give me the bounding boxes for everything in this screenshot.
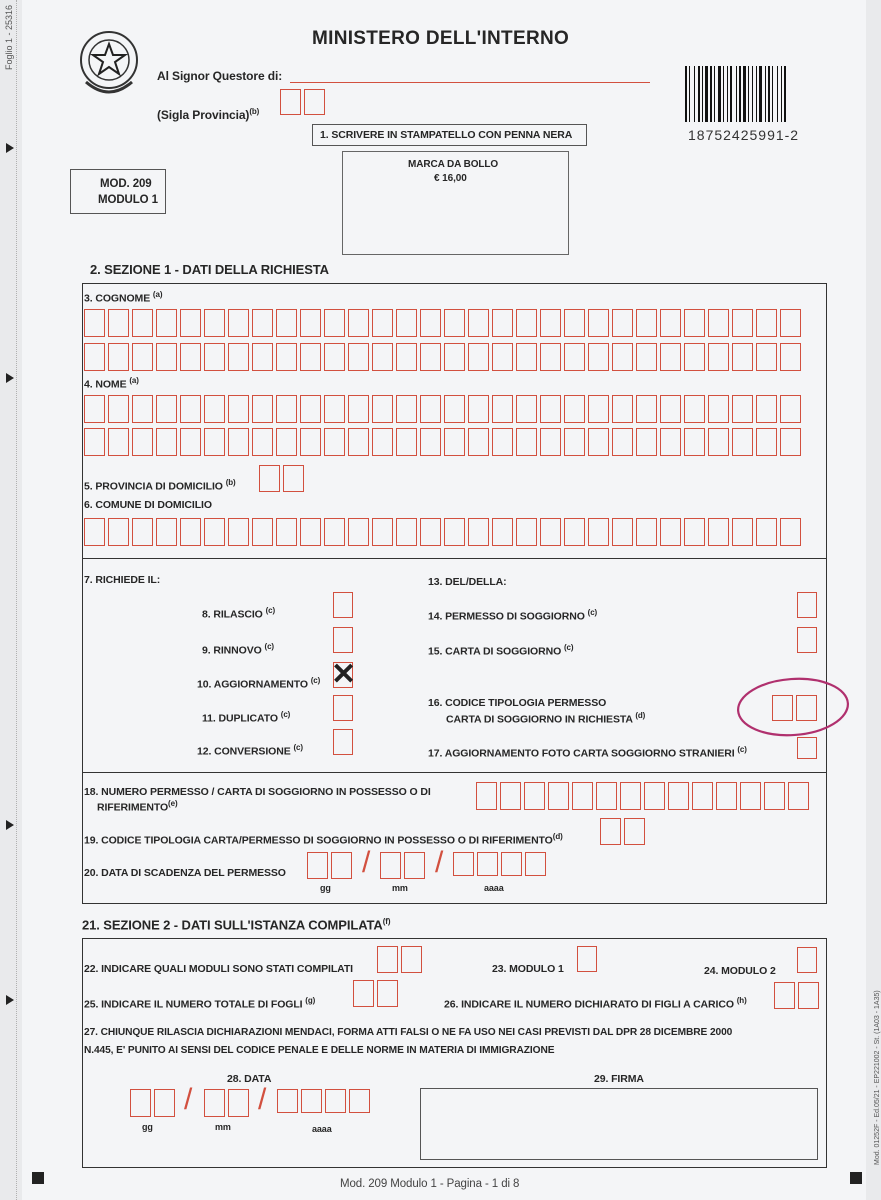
rilascio-label: 8. RILASCIO $^{(c)}$ xyxy=(202,606,276,621)
figli26-boxes[interactable] xyxy=(774,982,819,1009)
letter-box[interactable] xyxy=(156,343,177,371)
letter-box[interactable] xyxy=(156,428,177,456)
modulo2-label: 24. MODULO 2 xyxy=(704,965,776,977)
mod-line1: MOD. 209 xyxy=(100,178,152,190)
letter-box[interactable] xyxy=(636,518,657,546)
letter-box[interactable] xyxy=(660,395,681,423)
duplicato-label: 11. DUPLICATO $^{(c)}$ xyxy=(202,710,291,725)
letter-box[interactable] xyxy=(668,782,689,810)
letter-box[interactable] xyxy=(108,518,129,546)
letter-box[interactable] xyxy=(612,343,633,371)
letter-box[interactable] xyxy=(684,343,705,371)
letter-box[interactable] xyxy=(612,309,633,337)
letter-box[interactable] xyxy=(372,428,393,456)
letter-box[interactable] xyxy=(444,428,465,456)
letter-box[interactable] xyxy=(708,395,729,423)
letter-box[interactable] xyxy=(516,343,537,371)
date-slash: / xyxy=(435,846,444,879)
letter-box[interactable] xyxy=(596,782,617,810)
letter-box[interactable] xyxy=(476,782,497,810)
letter-box[interactable] xyxy=(108,395,129,423)
letter-box[interactable] xyxy=(588,428,609,456)
sigla-label: (Sigla Provincia)$^{(b)}$ xyxy=(157,107,260,122)
letter-box[interactable] xyxy=(788,782,809,810)
letter-box[interactable] xyxy=(84,309,105,337)
letter-box[interactable] xyxy=(324,343,345,371)
letter-box[interactable] xyxy=(348,343,369,371)
emblem-icon xyxy=(74,22,144,104)
letter-box[interactable] xyxy=(84,428,105,456)
letter-box[interactable] xyxy=(500,782,521,810)
letter-box[interactable] xyxy=(132,343,153,371)
barcode-icon xyxy=(685,66,820,122)
letter-box[interactable] xyxy=(84,395,105,423)
barcode-number: 18752425991-2 xyxy=(688,127,800,143)
letter-box[interactable] xyxy=(716,782,737,810)
letter-box[interactable] xyxy=(228,343,249,371)
divider xyxy=(82,558,827,559)
letter-box[interactable] xyxy=(516,518,537,546)
letter-box[interactable] xyxy=(492,518,513,546)
letter-box[interactable] xyxy=(132,395,153,423)
nome-boxes-row1[interactable] xyxy=(84,395,801,423)
letter-box[interactable] xyxy=(204,518,225,546)
letter-box[interactable] xyxy=(564,395,585,423)
letter-box[interactable] xyxy=(764,782,785,810)
letter-box[interactable] xyxy=(180,518,201,546)
letter-box[interactable] xyxy=(372,309,393,337)
letter-box[interactable] xyxy=(564,518,585,546)
letter-box[interactable] xyxy=(644,782,665,810)
foto17-checkbox[interactable] xyxy=(797,737,817,759)
letter-box[interactable] xyxy=(636,343,657,371)
conversione-checkbox[interactable] xyxy=(333,729,353,755)
moduli22-label: 22. INDICARE QUALI MODULI SONO STATI COMPILATI xyxy=(84,963,353,975)
letter-box[interactable] xyxy=(300,395,321,423)
modulo1-checkbox[interactable] xyxy=(577,946,597,972)
letter-box[interactable] xyxy=(684,518,705,546)
firma-box[interactable] xyxy=(420,1088,818,1160)
side-code: Mod. 01252F - Ed.05/21 - EP221002 - St. (1A03 - 1A35) xyxy=(874,990,881,1165)
letter-box[interactable] xyxy=(548,782,569,810)
letter-box[interactable] xyxy=(524,782,545,810)
cognome-label: 3. COGNOME $^{(a)}$ xyxy=(84,290,163,305)
letter-box[interactable] xyxy=(156,395,177,423)
letter-box[interactable] xyxy=(660,428,681,456)
letter-box[interactable] xyxy=(84,343,105,371)
corner-marker xyxy=(850,1172,862,1184)
fogli25-boxes[interactable] xyxy=(353,980,398,1007)
letter-box[interactable] xyxy=(708,309,729,337)
letter-box[interactable] xyxy=(516,309,537,337)
letter-box[interactable] xyxy=(660,518,681,546)
alignment-marker xyxy=(6,820,14,830)
letter-box[interactable] xyxy=(252,343,273,371)
letter-box[interactable] xyxy=(396,428,417,456)
letter-box[interactable] xyxy=(372,395,393,423)
questore-label: Al Signor Questore di: xyxy=(157,69,283,83)
codice16-label1: 16. CODICE TIPOLOGIA PERMESSO xyxy=(428,697,607,709)
letter-box[interactable] xyxy=(732,395,753,423)
letter-box[interactable] xyxy=(420,518,441,546)
letter-box[interactable] xyxy=(348,428,369,456)
letter-box[interactable] xyxy=(444,395,465,423)
mm-label: mm xyxy=(215,1122,231,1132)
letter-box[interactable] xyxy=(636,395,657,423)
letter-box[interactable] xyxy=(228,518,249,546)
sigla-provincia-boxes[interactable] xyxy=(280,89,325,115)
letter-box[interactable] xyxy=(780,395,801,423)
letter-box[interactable] xyxy=(228,428,249,456)
provincia-label: 5. PROVINCIA DI DOMICILIO $^{(b)}$ xyxy=(84,478,236,493)
section1-frame xyxy=(82,283,827,904)
declaration-line1: 27. CHIUNQUE RILASCIA DICHIARAZIONI MENDACI, FORMA ATTI FALSI O NE FA USO NEI CASI PREVISTI DAL DPR 28 DICEMBRE 2000 xyxy=(84,1027,733,1038)
letter-box[interactable] xyxy=(684,395,705,423)
letter-box[interactable] xyxy=(348,395,369,423)
letter-box[interactable] xyxy=(204,343,225,371)
questore-line[interactable] xyxy=(290,82,650,83)
letter-box[interactable] xyxy=(396,395,417,423)
letter-box[interactable] xyxy=(732,309,753,337)
firma29-label: 29. FIRMA xyxy=(594,1073,644,1085)
cognome-boxes-row2[interactable] xyxy=(84,343,801,371)
letter-box[interactable] xyxy=(780,518,801,546)
mod-box xyxy=(70,169,166,214)
rilascio-checkbox[interactable] xyxy=(333,592,353,618)
codice16-label2: CARTA DI SOGGIORNO IN RICHIESTA $^{(d)}$ xyxy=(446,711,646,726)
letter-box[interactable] xyxy=(516,395,537,423)
letter-box[interactable] xyxy=(525,852,546,876)
letter-box[interactable] xyxy=(276,309,297,337)
letter-box[interactable] xyxy=(252,428,273,456)
scadenza-gg-boxes[interactable] xyxy=(307,852,352,879)
ministry-title: MINISTERO DELL'INTERNO xyxy=(312,28,570,49)
letter-box[interactable] xyxy=(132,309,153,337)
letter-box[interactable] xyxy=(276,343,297,371)
gg-label: gg xyxy=(320,883,331,893)
data28-mm-boxes[interactable] xyxy=(204,1089,249,1117)
rinnovo-checkbox[interactable] xyxy=(333,627,353,653)
letter-box[interactable] xyxy=(468,518,489,546)
letter-box[interactable] xyxy=(324,309,345,337)
letter-box[interactable] xyxy=(108,309,129,337)
letter-box[interactable] xyxy=(492,309,513,337)
letter-box[interactable] xyxy=(300,309,321,337)
letter-box[interactable] xyxy=(156,518,177,546)
section2-title: 21. SEZIONE 2 - DATI SULL'ISTANZA COMPILATA$^{(f)}$ xyxy=(82,917,391,933)
letter-box[interactable] xyxy=(612,395,633,423)
letter-box[interactable] xyxy=(132,428,153,456)
letter-box[interactable] xyxy=(180,395,201,423)
letter-box[interactable] xyxy=(349,1089,370,1113)
letter-box[interactable] xyxy=(732,518,753,546)
letter-box[interactable] xyxy=(636,309,657,337)
section1-title: 2. SEZIONE 1 - DATI DELLA RICHIESTA xyxy=(90,262,329,277)
richiede-label: 7. RICHIEDE IL: xyxy=(84,574,161,586)
alignment-marker xyxy=(6,373,14,383)
letter-box[interactable] xyxy=(620,782,641,810)
letter-box[interactable] xyxy=(453,852,474,876)
letter-box[interactable] xyxy=(588,343,609,371)
letter-box[interactable] xyxy=(276,395,297,423)
modulo2-checkbox[interactable] xyxy=(797,947,817,973)
letter-box[interactable] xyxy=(277,1089,298,1113)
scadenza20-label: 20. DATA DI SCADENZA DEL PERMESSO xyxy=(84,867,286,879)
letter-box[interactable] xyxy=(756,518,777,546)
letter-box[interactable] xyxy=(564,343,585,371)
duplicato-checkbox[interactable] xyxy=(333,695,353,721)
letter-box[interactable] xyxy=(780,309,801,337)
letter-box[interactable] xyxy=(756,395,777,423)
letter-box[interactable] xyxy=(612,428,633,456)
fogli25-label: 25. INDICARE IL NUMERO TOTALE DI FOGLI $^{(g)}$ xyxy=(84,996,316,1011)
letter-box[interactable] xyxy=(756,309,777,337)
letter-box[interactable] xyxy=(468,309,489,337)
codice19-boxes[interactable] xyxy=(600,818,645,845)
data28-label: 28. DATA xyxy=(227,1073,272,1085)
provincia-boxes[interactable] xyxy=(259,465,304,492)
letter-box[interactable] xyxy=(492,395,513,423)
letter-box[interactable] xyxy=(540,309,561,337)
letter-box[interactable] xyxy=(324,428,345,456)
letter-box[interactable] xyxy=(444,343,465,371)
nome-boxes-row2[interactable] xyxy=(84,428,801,456)
modulo1-label: 23. MODULO 1 xyxy=(492,963,564,975)
letter-box[interactable] xyxy=(501,852,522,876)
letter-box[interactable] xyxy=(180,343,201,371)
letter-box[interactable] xyxy=(756,343,777,371)
letter-box[interactable] xyxy=(444,309,465,337)
letter-box[interactable] xyxy=(132,518,153,546)
date-slash: / xyxy=(258,1083,267,1116)
letter-box[interactable] xyxy=(564,428,585,456)
letter-box[interactable] xyxy=(108,428,129,456)
letter-box[interactable] xyxy=(180,309,201,337)
letter-box[interactable] xyxy=(204,395,225,423)
letter-box[interactable] xyxy=(572,782,593,810)
sheet-edge-label: Foglio 1 - 25316 xyxy=(4,4,14,70)
letter-box[interactable] xyxy=(588,518,609,546)
letter-box[interactable] xyxy=(708,518,729,546)
letter-box[interactable] xyxy=(348,309,369,337)
letter-box[interactable] xyxy=(444,518,465,546)
letter-box[interactable] xyxy=(420,309,441,337)
letter-box[interactable] xyxy=(300,518,321,546)
data28-aaaa-boxes[interactable] xyxy=(277,1089,370,1113)
letter-box[interactable] xyxy=(252,309,273,337)
letter-box[interactable] xyxy=(325,1089,346,1113)
letter-box[interactable] xyxy=(324,395,345,423)
moduli22-boxes[interactable] xyxy=(377,946,422,973)
aggiornamento-check-mark: ✕ xyxy=(331,658,357,691)
permesso-label: 14. PERMESSO DI SOGGIORNO $^{(c)}$ xyxy=(428,608,598,623)
instruction-text: 1. SCRIVERE IN STAMPATELLO CON PENNA NERA xyxy=(320,129,573,141)
letter-box[interactable] xyxy=(468,428,489,456)
letter-box[interactable] xyxy=(396,309,417,337)
mod-line2: MODULO 1 xyxy=(98,194,158,206)
letter-box[interactable] xyxy=(740,782,761,810)
comune-boxes[interactable] xyxy=(84,518,801,546)
letter-box[interactable] xyxy=(564,309,585,337)
declaration-line2: N.445, E' PUNITO AI SENSI DEL CODICE PENALE E DELLE NORME IN MATERIA DI IMMIGRAZIONE xyxy=(84,1045,555,1056)
letter-box[interactable] xyxy=(684,428,705,456)
cognome-boxes-row1[interactable] xyxy=(84,309,801,337)
date-slash: / xyxy=(362,846,371,879)
aaaa-label: aaaa xyxy=(312,1124,332,1134)
letter-box[interactable] xyxy=(492,428,513,456)
conversione-label: 12. CONVERSIONE $^{(c)}$ xyxy=(197,743,303,758)
letter-box[interactable] xyxy=(301,1089,322,1113)
letter-box[interactable] xyxy=(228,395,249,423)
letter-box[interactable] xyxy=(732,343,753,371)
letter-box[interactable] xyxy=(756,428,777,456)
scadenza-mm-boxes[interactable] xyxy=(380,852,425,879)
figli26-label: 26. INDICARE IL NUMERO DICHIARATO DI FIGLI A CARICO $^{(h)}$ xyxy=(444,996,747,1011)
perforation-line xyxy=(16,0,17,1200)
letter-box[interactable] xyxy=(692,782,713,810)
letter-box[interactable] xyxy=(420,343,441,371)
data28-gg-boxes[interactable] xyxy=(130,1089,175,1117)
letter-box[interactable] xyxy=(420,428,441,456)
letter-box[interactable] xyxy=(372,343,393,371)
letter-box[interactable] xyxy=(324,518,345,546)
letter-box[interactable] xyxy=(540,428,561,456)
scadenza-aaaa-boxes[interactable] xyxy=(453,852,546,876)
letter-box[interactable] xyxy=(252,395,273,423)
alignment-marker xyxy=(6,143,14,153)
page-footer: Mod. 209 Modulo 1 - Pagina - 1 di 8 xyxy=(340,1178,520,1190)
letter-box[interactable] xyxy=(396,518,417,546)
letter-box[interactable] xyxy=(540,518,561,546)
letter-box[interactable] xyxy=(276,428,297,456)
letter-box[interactable] xyxy=(300,428,321,456)
date-slash: / xyxy=(184,1083,193,1116)
highlight-circle xyxy=(734,674,852,740)
letter-box[interactable] xyxy=(732,428,753,456)
carta-checkbox[interactable] xyxy=(797,627,817,653)
permesso-checkbox[interactable] xyxy=(797,592,817,618)
letter-box[interactable] xyxy=(420,395,441,423)
letter-box[interactable] xyxy=(156,309,177,337)
form-page xyxy=(22,0,881,1200)
letter-box[interactable] xyxy=(180,428,201,456)
nome-label: 4. NOME $^{(a)}$ xyxy=(84,376,139,391)
numero18-boxes[interactable] xyxy=(476,782,809,810)
letter-box[interactable] xyxy=(228,309,249,337)
stamp-title: MARCA DA BOLLO xyxy=(408,159,499,170)
letter-box[interactable] xyxy=(108,343,129,371)
aggiornamento-label: 10. AGGIORNAMENTO $^{(c)}$ xyxy=(197,676,321,691)
carta-label: 15. CARTA DI SOGGIORNO $^{(c)}$ xyxy=(428,643,574,658)
letter-box[interactable] xyxy=(540,395,561,423)
stamp-value: € 16,00 xyxy=(434,173,467,184)
numero18-label2: RIFERIMENTO$^{(e)}$ xyxy=(97,799,178,814)
letter-box[interactable] xyxy=(84,518,105,546)
rinnovo-label: 9. RINNOVO $^{(c)}$ xyxy=(202,642,274,657)
letter-box[interactable] xyxy=(780,343,801,371)
codice19-label: 19. CODICE TIPOLOGIA CARTA/PERMESSO DI SOGGIORNO IN POSSESSO O DI RIFERIMENTO$^{(d)}$ xyxy=(84,832,563,847)
letter-box[interactable] xyxy=(588,395,609,423)
numero18-label1: 18. NUMERO PERMESSO / CARTA DI SOGGIORNO IN POSSESSO O DI xyxy=(84,786,431,798)
del-della-label: 13. DEL/DELLA: xyxy=(428,576,507,588)
letter-box[interactable] xyxy=(204,428,225,456)
corner-marker xyxy=(32,1172,44,1184)
letter-box[interactable] xyxy=(540,343,561,371)
letter-box[interactable] xyxy=(252,518,273,546)
letter-box[interactable] xyxy=(660,309,681,337)
letter-box[interactable] xyxy=(372,518,393,546)
letter-box[interactable] xyxy=(708,428,729,456)
alignment-marker xyxy=(6,995,14,1005)
mm-label: mm xyxy=(392,883,408,893)
letter-box[interactable] xyxy=(708,343,729,371)
letter-box[interactable] xyxy=(468,395,489,423)
comune-label: 6. COMUNE DI DOMICILIO xyxy=(84,499,212,511)
letter-box[interactable] xyxy=(684,309,705,337)
letter-box[interactable] xyxy=(348,518,369,546)
letter-box[interactable] xyxy=(780,428,801,456)
gg-label: gg xyxy=(142,1122,153,1132)
letter-box[interactable] xyxy=(516,428,537,456)
letter-box[interactable] xyxy=(276,518,297,546)
letter-box[interactable] xyxy=(468,343,489,371)
aaaa-label: aaaa xyxy=(484,883,504,893)
letter-box[interactable] xyxy=(300,343,321,371)
divider xyxy=(82,772,827,773)
letter-box[interactable] xyxy=(396,343,417,371)
letter-box[interactable] xyxy=(612,518,633,546)
letter-box[interactable] xyxy=(492,343,513,371)
letter-box[interactable] xyxy=(636,428,657,456)
letter-box[interactable] xyxy=(477,852,498,876)
foto17-label: 17. AGGIORNAMENTO FOTO CARTA SOGGIORNO STRANIERI $^{(c)}$ xyxy=(428,745,747,760)
letter-box[interactable] xyxy=(588,309,609,337)
letter-box[interactable] xyxy=(204,309,225,337)
letter-box[interactable] xyxy=(660,343,681,371)
